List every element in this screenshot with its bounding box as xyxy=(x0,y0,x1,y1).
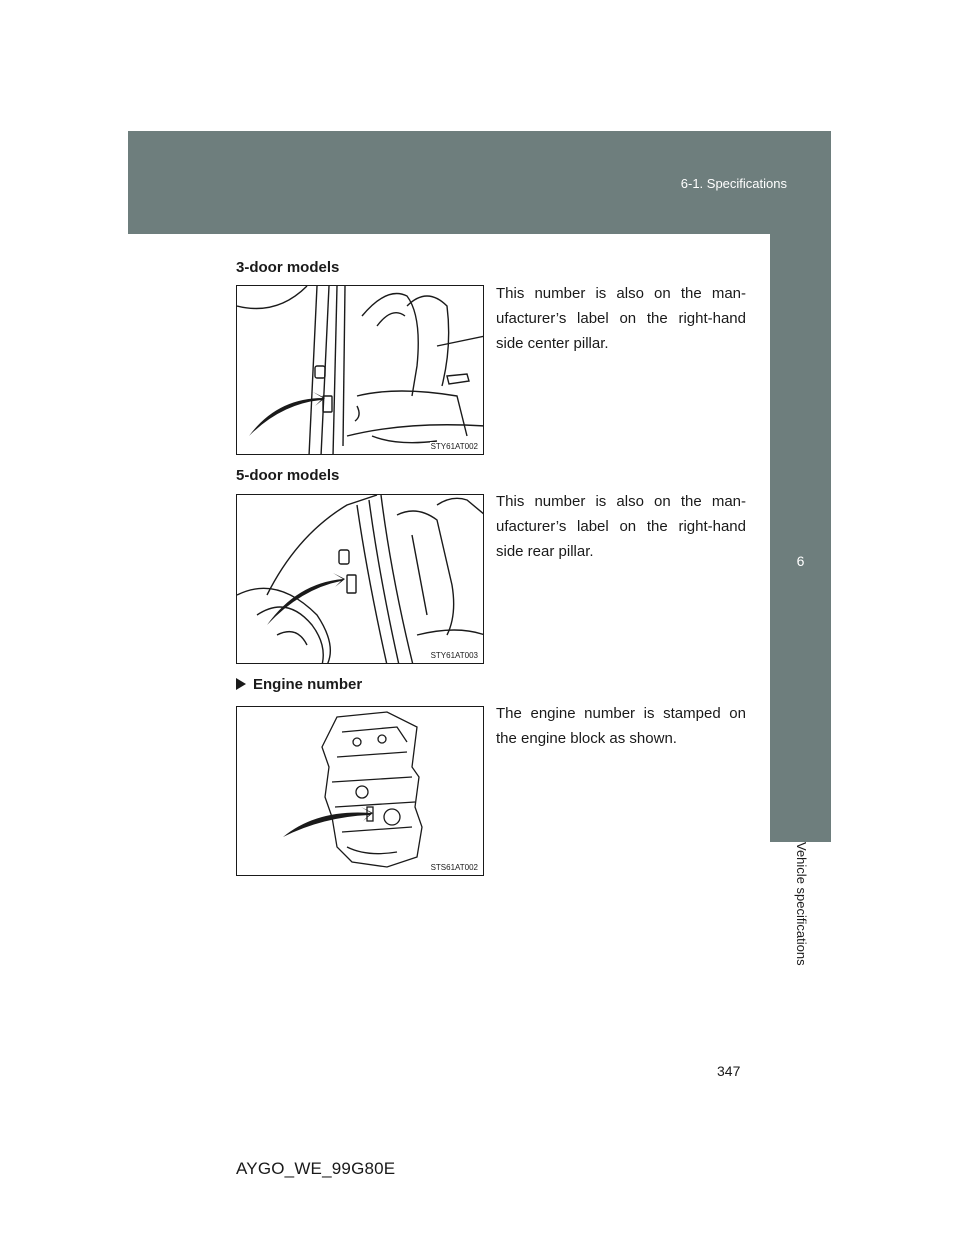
chapter-number: 6 xyxy=(796,553,805,569)
figure-code: STY61AT003 xyxy=(430,651,478,660)
heading-3-door: 3-door models xyxy=(236,259,340,276)
chapter-tab xyxy=(770,234,831,842)
description-5-door: This number is also on the man-ufacturer’s label on the right-hand side rear pillar. xyxy=(496,493,746,560)
heading-engine-number xyxy=(236,676,362,693)
page-number: 347 xyxy=(717,1063,741,1079)
chapter-label: Vehicle specifications xyxy=(794,842,809,966)
chapter-label-wrap xyxy=(770,842,831,992)
figure-3-door xyxy=(236,285,484,455)
3-door-pillar-illustration xyxy=(237,286,484,455)
footer-code: AYGO_WE_99G80E xyxy=(236,1159,396,1178)
5-door-pillar-illustration xyxy=(237,495,484,664)
engine-number-label: Engine number xyxy=(253,676,363,693)
header-bar xyxy=(128,131,831,234)
heading-5-door: 5-door models xyxy=(236,467,340,484)
figure-engine xyxy=(236,706,484,876)
bullet-icon xyxy=(236,678,246,690)
figure-code: STS61AT002 xyxy=(430,863,478,872)
figure-code: STY61AT002 xyxy=(430,442,478,451)
description-engine: The engine number is stamped on the engine block as shown. xyxy=(496,705,746,747)
figure-5-door xyxy=(236,494,484,664)
section-title: 6-1. Specifications xyxy=(680,176,787,191)
engine-block-illustration xyxy=(237,707,484,876)
description-3-door: This number is also on the man-ufacturer’s label on the right-hand side center pillar. xyxy=(496,285,746,352)
